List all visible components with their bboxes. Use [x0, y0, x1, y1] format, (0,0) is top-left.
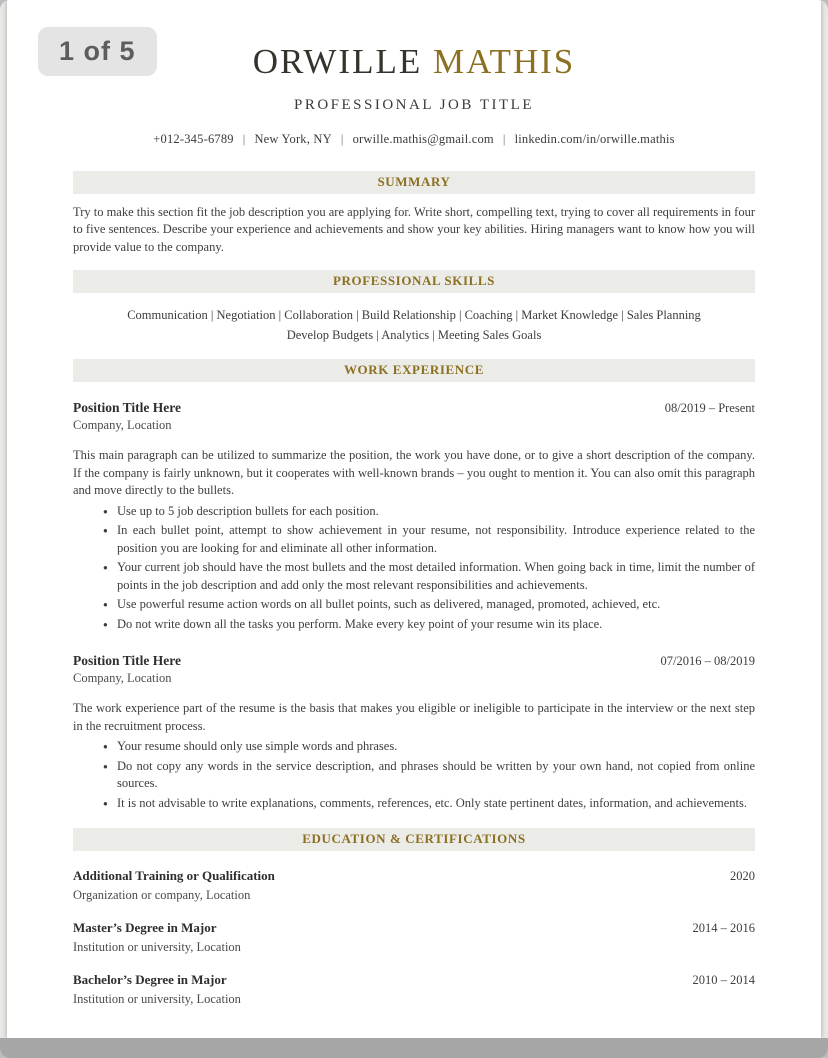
page-indicator: 1 of 5: [38, 27, 157, 76]
professional-job-title: PROFESSIONAL JOB TITLE: [293, 96, 535, 113]
bullet-item: ● Do not copy any words in the service description, and phrases should be written by your own hand, not copied from online sources.: [103, 758, 755, 793]
education-entry: [73, 972, 755, 1007]
job-dates: 08/2019 – Present: [664, 401, 755, 416]
section-heading-work-experience: WORK EXPERIENCE: [73, 359, 755, 382]
bullet-item: ● Your current job should have the most bullets and the most detailed information. When going back in time, limit the number of points in the job description and add only the most relevant responsibilities and achievements.: [103, 559, 755, 594]
contact-line: [73, 132, 755, 147]
job-description: The work experience part of the resume is the basis that makes you eligible or ineligible to participate in the interview or the next step in the recruitment process.: [73, 701, 755, 733]
bullet-item: ● In each bullet point, attempt to show achievement in your resume, not responsibility. Introduce experience related to the position you are looking for and eliminate all other information.: [103, 522, 755, 557]
bullet-item: ● Use up to 5 job description bullets for each position.: [103, 503, 755, 521]
work-experience-entry: [73, 653, 755, 812]
job-bullet-list: [73, 738, 755, 812]
bullet-item: ● Do not write down all the tasks you perform. Make every key point of your resume win its place.: [103, 616, 755, 634]
degree-title: Master’s Degree in Major: [73, 920, 217, 936]
candidate-name: [73, 44, 755, 81]
candidate-first-name: ORWILLE: [252, 42, 423, 81]
contact-phone: +012-345-6789: [153, 131, 234, 146]
position-title: Position Title Here: [73, 400, 181, 416]
job-description: This main paragraph can be utilized to summarize the position, the work you have done, or to give a short description of the company. If the company is fairly unknown, but it cooperates with well-known brands – you ought to mention it. You can also omit this paragraph and move directly to the bullets.: [73, 448, 755, 498]
contact-separator: |: [502, 131, 506, 146]
degree-title: Bachelor’s Degree in Major: [73, 972, 227, 988]
contact-email: orwille.mathis@gmail.com: [352, 131, 494, 146]
candidate-last-name: MATHIS: [432, 42, 576, 81]
education-entry: [73, 920, 755, 955]
company-location: Company, Location: [73, 671, 172, 686]
institution: Organization or company, Location: [73, 888, 251, 903]
education-dates: 2010 – 2014: [692, 973, 755, 988]
education-dates: 2014 – 2016: [692, 921, 755, 936]
section-heading-summary: SUMMARY: [73, 171, 755, 194]
section-heading-skills: PROFESSIONAL SKILLS: [73, 270, 755, 293]
job-dates: 07/2016 – 08/2019: [660, 654, 755, 669]
contact-separator: |: [340, 131, 344, 146]
summary-text: Try to make this section fit the job description you are applying for. Write short, compelling text, trying to cover all requirements in four to five sentences. Describe your experience and achievements and show your key abilities. Hiring managers want to know how you will provide value to the company.: [73, 204, 755, 254]
resume-header: [73, 44, 755, 147]
education-entry: [73, 868, 755, 903]
education-header: [73, 868, 755, 884]
job-header: [73, 400, 755, 416]
position-title: Position Title Here: [73, 653, 181, 669]
degree-title: Additional Training or Qualification: [73, 868, 275, 884]
contact-location: New York, NY: [254, 131, 332, 146]
contact-linkedin: linkedin.com/in/orwille.mathis: [514, 131, 675, 146]
institution: Institution or university, Location: [73, 940, 241, 955]
section-heading-education: EDUCATION & CERTIFICATIONS: [73, 828, 755, 851]
education-dates: 2020: [730, 869, 755, 884]
skills-line-2: Develop Budgets | Analytics | Meeting Sales Goals: [286, 328, 542, 343]
company-location: Company, Location: [73, 418, 172, 433]
work-experience-entry: [73, 400, 755, 633]
bullet-item: ● It is not advisable to write explanations, comments, references, etc. Only state pertinent dates, information, and achievements.: [103, 795, 755, 813]
job-bullet-list: [73, 503, 755, 634]
skills-line-1: Communication | Negotiation | Collaboration | Build Relationship | Coaching | Market Knowledge | Sales Planning: [127, 308, 701, 323]
education-header: [73, 920, 755, 936]
resume-page: [7, 0, 821, 1038]
institution: Institution or university, Location: [73, 992, 241, 1007]
viewer-bottom-bar: [0, 1038, 828, 1058]
job-header: [73, 653, 755, 669]
skills-block: [73, 305, 755, 345]
bullet-item: ● Use powerful resume action words on all bullet points, such as delivered, managed, promoted, achieved, etc.: [103, 596, 755, 614]
contact-separator: |: [242, 131, 246, 146]
bullet-item: ● Your resume should only use simple words and phrases.: [103, 738, 755, 756]
education-header: [73, 972, 755, 988]
